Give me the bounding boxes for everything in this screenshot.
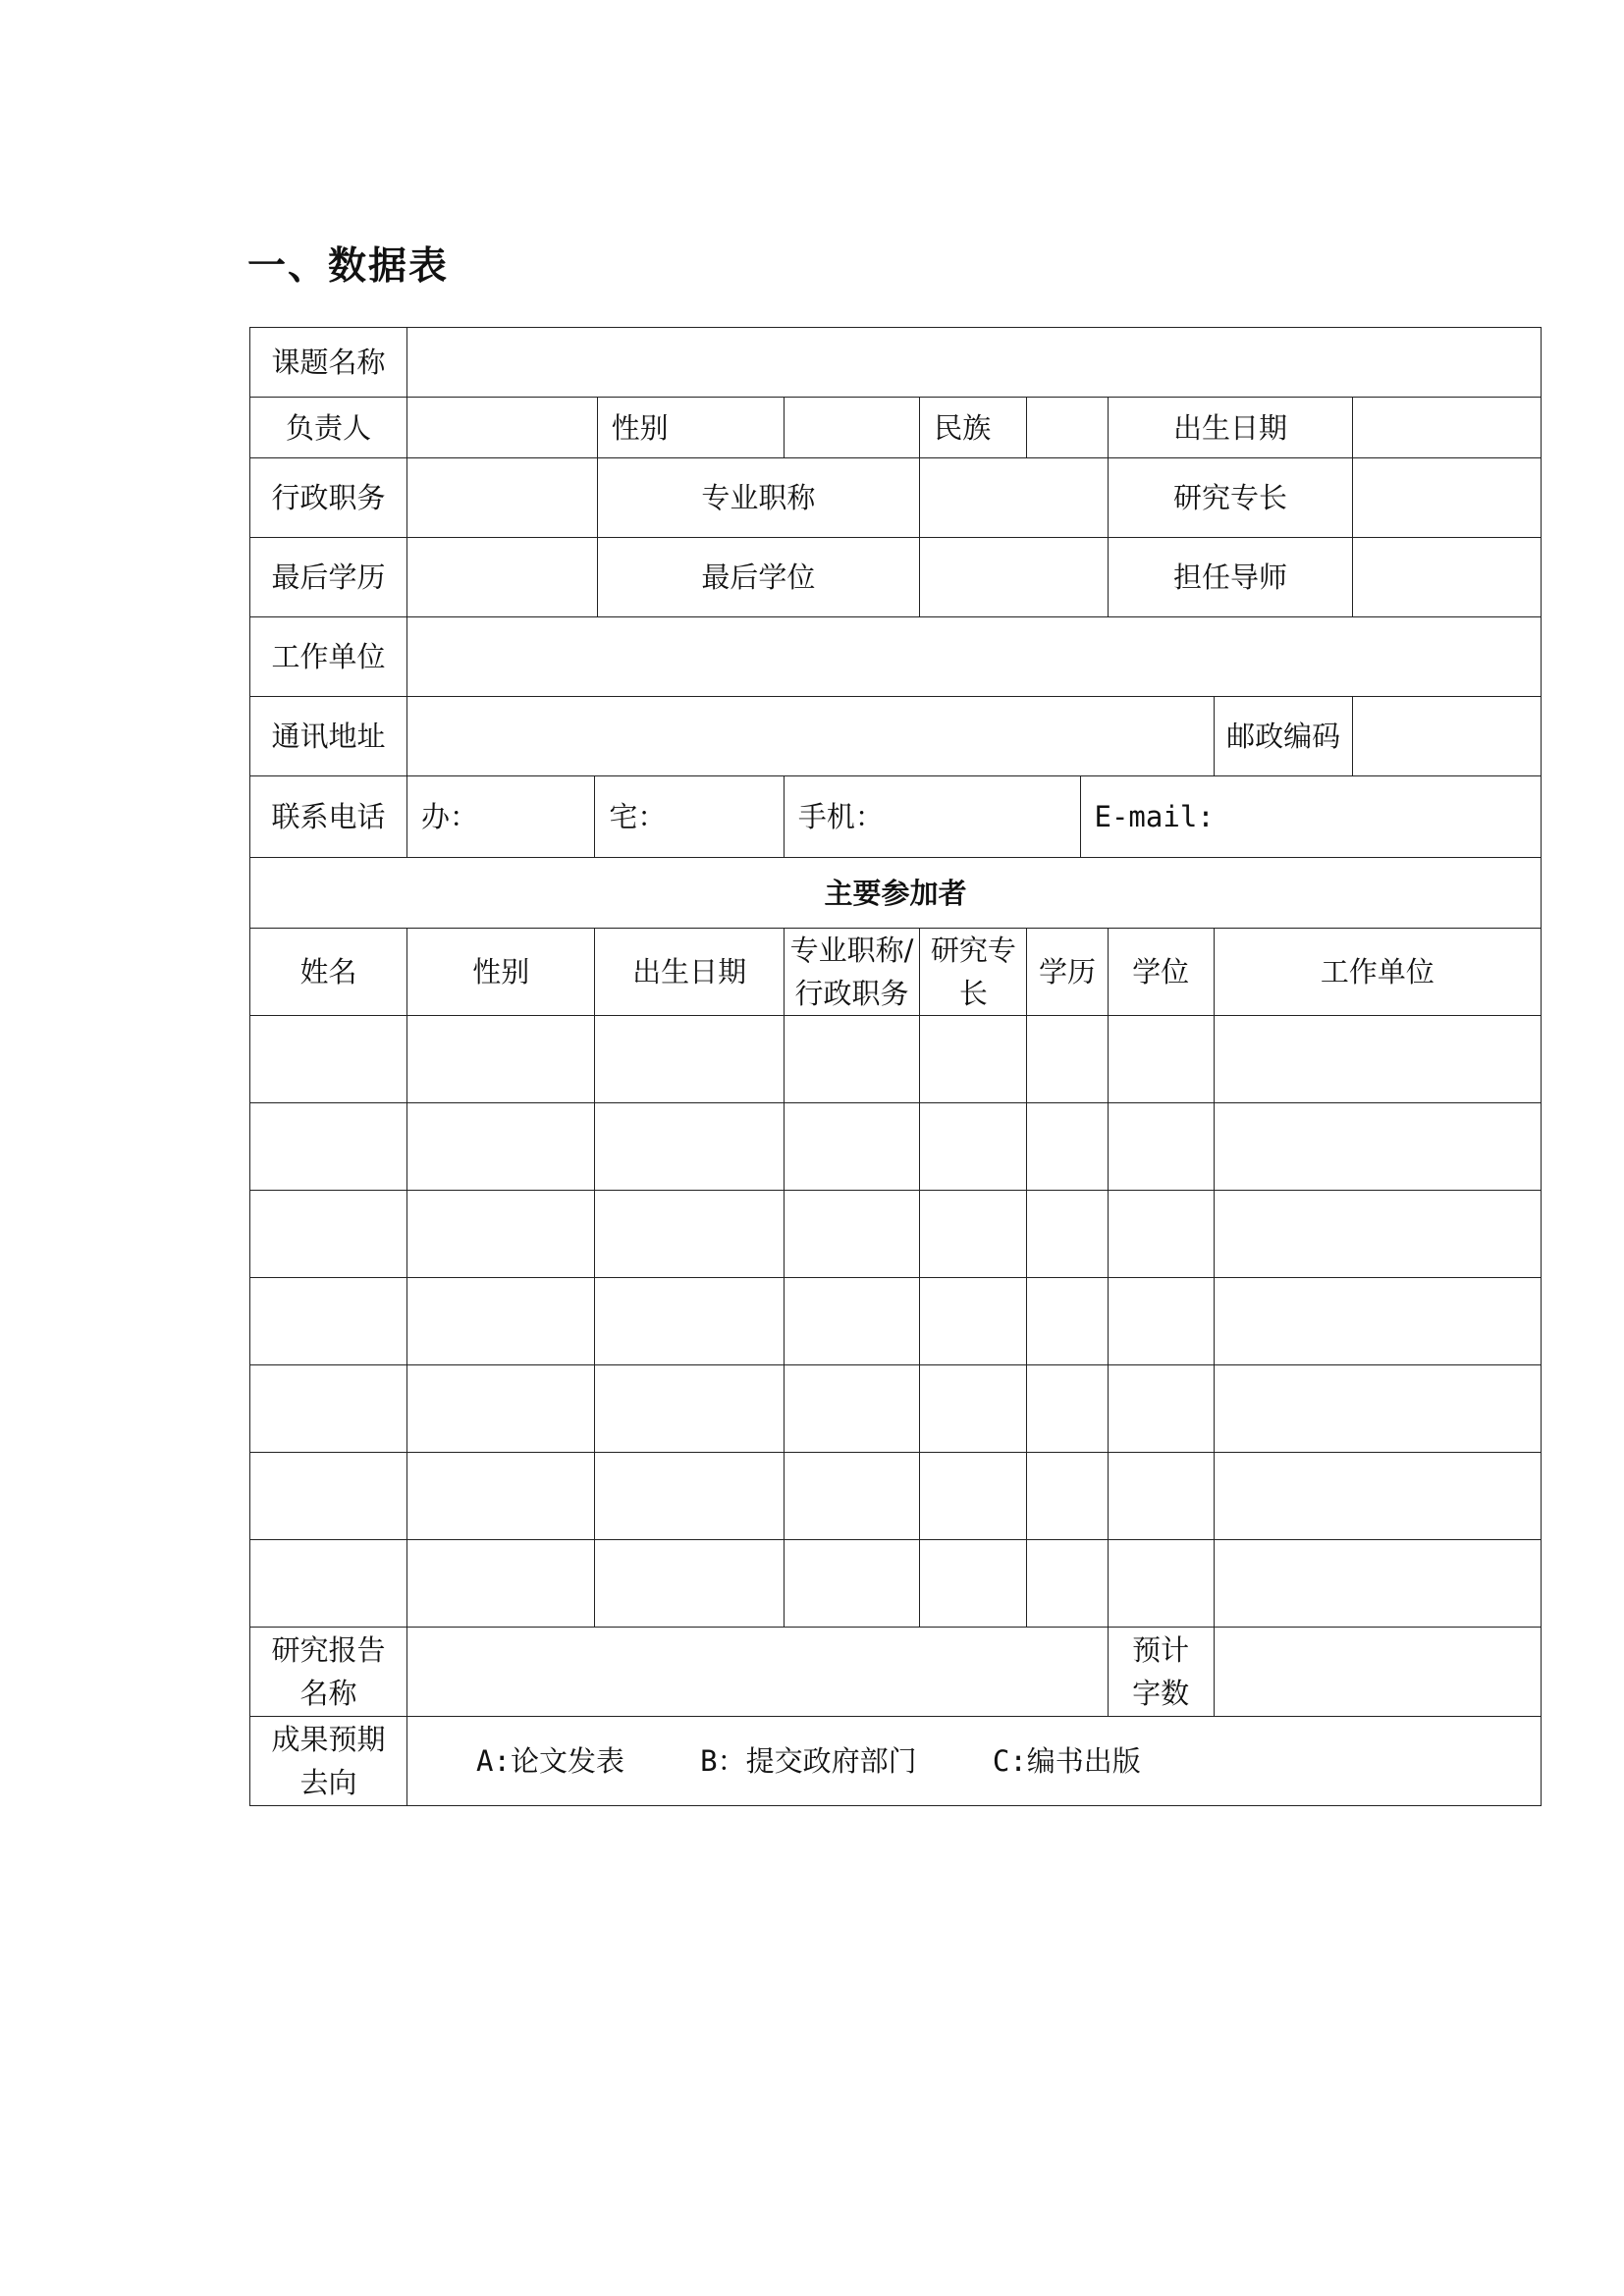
topic-name-field[interactable] [407, 328, 1542, 398]
word-count-label-line2: 字数 [1132, 1677, 1190, 1710]
table-cell[interactable] [407, 1278, 595, 1365]
table-cell[interactable] [784, 1016, 919, 1103]
table-cell[interactable] [250, 1453, 407, 1540]
table-cell[interactable] [1027, 1016, 1108, 1103]
postcode-label: 邮政编码 [1214, 697, 1353, 776]
supervisor-field[interactable] [1353, 538, 1542, 617]
research-specialty-field[interactable] [1353, 458, 1542, 538]
outcome-option-c[interactable]: C:编书出版 [992, 1744, 1141, 1778]
table-cell[interactable] [1027, 1453, 1108, 1540]
col-degree-header: 学位 [1108, 929, 1214, 1016]
mobile-phone-label: 手机： [797, 800, 884, 833]
col-birth-date-header: 出生日期 [595, 929, 784, 1016]
table-cell[interactable] [1214, 1365, 1541, 1453]
table-cell[interactable] [1027, 1103, 1108, 1191]
admin-position-label: 行政职务 [250, 458, 407, 538]
table-cell[interactable] [595, 1103, 784, 1191]
table-cell[interactable] [1027, 1191, 1108, 1278]
table-cell[interactable] [920, 1103, 1027, 1191]
table-cell[interactable] [784, 1540, 919, 1628]
table-cell[interactable] [407, 1453, 595, 1540]
table-cell[interactable] [920, 1453, 1027, 1540]
table-row [250, 1453, 1542, 1540]
outcome-label-line2: 去向 [299, 1766, 357, 1799]
word-count-label-line1: 预计 [1132, 1633, 1190, 1667]
gender-label: 性别 [597, 398, 784, 458]
final-education-field[interactable] [407, 538, 598, 617]
table-cell[interactable] [1214, 1540, 1541, 1628]
home-phone-label: 宅： [609, 800, 667, 833]
table-cell[interactable] [920, 1278, 1027, 1365]
postcode-field[interactable] [1353, 697, 1542, 776]
col-title-header-line2: 行政职务 [794, 977, 909, 1010]
table-cell[interactable] [407, 1191, 595, 1278]
report-name-label-line2: 名称 [299, 1677, 357, 1710]
table-cell[interactable] [1108, 1278, 1214, 1365]
report-name-label-line1: 研究报告 [271, 1633, 386, 1667]
phone-label: 联系电话 [250, 776, 407, 858]
topic-name-label: 课题名称 [250, 328, 407, 398]
table-row [250, 1016, 1542, 1103]
table-cell[interactable] [1214, 1453, 1541, 1540]
table-cell[interactable] [1108, 1365, 1214, 1453]
birth-date-label: 出生日期 [1108, 398, 1353, 458]
col-gender-header: 性别 [407, 929, 595, 1016]
table-cell[interactable] [920, 1191, 1027, 1278]
table-cell[interactable] [595, 1365, 784, 1453]
final-degree-field[interactable] [920, 538, 1108, 617]
birth-date-field[interactable] [1353, 398, 1542, 458]
leader-label: 负责人 [250, 398, 407, 458]
table-cell[interactable] [595, 1278, 784, 1365]
workplace-label: 工作单位 [250, 617, 407, 697]
report-name-label [250, 1628, 407, 1717]
table-cell[interactable] [250, 1103, 407, 1191]
admin-position-field[interactable] [407, 458, 598, 538]
address-label: 通讯地址 [250, 697, 407, 776]
outcome-option-a[interactable]: A:论文发表 [476, 1744, 624, 1778]
table-cell[interactable] [1108, 1103, 1214, 1191]
table-cell[interactable] [1108, 1016, 1214, 1103]
table-row [250, 1278, 1542, 1365]
data-table [249, 327, 1542, 1806]
table-cell[interactable] [1108, 1191, 1214, 1278]
final-degree-label: 最后学位 [597, 538, 920, 617]
col-name-header: 姓名 [250, 929, 407, 1016]
table-cell[interactable] [250, 1191, 407, 1278]
col-specialty-header: 研究专长 [920, 929, 1027, 1016]
table-cell[interactable] [595, 1016, 784, 1103]
office-phone-field[interactable] [407, 776, 595, 858]
table-cell[interactable] [1027, 1278, 1108, 1365]
final-education-label: 最后学历 [250, 538, 407, 617]
table-cell[interactable] [1108, 1540, 1214, 1628]
home-phone-field[interactable] [595, 776, 784, 858]
table-cell[interactable] [250, 1278, 407, 1365]
table-cell[interactable] [595, 1453, 784, 1540]
professional-title-label: 专业职称 [597, 458, 920, 538]
table-cell[interactable] [784, 1278, 919, 1365]
table-cell[interactable] [1108, 1453, 1214, 1540]
report-name-field[interactable] [407, 1628, 1109, 1717]
table-cell[interactable] [250, 1365, 407, 1453]
table-cell[interactable] [250, 1016, 407, 1103]
table-cell[interactable] [1027, 1540, 1108, 1628]
supervisor-label: 担任导师 [1108, 538, 1353, 617]
table-cell[interactable] [595, 1540, 784, 1628]
table-cell[interactable] [784, 1453, 919, 1540]
page-title: 一、数据表 [247, 244, 450, 289]
outcome-label [250, 1717, 407, 1806]
email-label: E-mail: [1094, 800, 1215, 833]
participants-header-row [250, 929, 1542, 1016]
table-row [250, 1103, 1542, 1191]
table-cell[interactable] [250, 1540, 407, 1628]
table-cell[interactable] [1214, 1278, 1541, 1365]
table-cell[interactable] [407, 1365, 595, 1453]
office-phone-label: 办： [421, 800, 479, 833]
ethnicity-label: 民族 [920, 398, 1027, 458]
table-cell[interactable] [920, 1016, 1027, 1103]
col-title-header [784, 929, 919, 1016]
email-field[interactable] [1080, 776, 1541, 858]
workplace-field[interactable] [407, 617, 1542, 697]
word-count-label [1108, 1628, 1214, 1717]
table-cell[interactable] [784, 1103, 919, 1191]
research-specialty-label: 研究专长 [1108, 458, 1353, 538]
table-row [250, 1365, 1542, 1453]
col-title-header-line1: 专业职称/ [789, 934, 914, 967]
table-cell[interactable] [407, 1016, 595, 1103]
table-row [250, 1191, 1542, 1278]
table-cell[interactable] [1214, 1103, 1541, 1191]
leader-field[interactable] [407, 398, 598, 458]
table-row [250, 1540, 1542, 1628]
professional-title-field[interactable] [920, 458, 1108, 538]
table-cell[interactable] [407, 1103, 595, 1191]
participants-section-title: 主要参加者 [250, 858, 1542, 929]
table-cell[interactable] [920, 1365, 1027, 1453]
table-cell[interactable] [1027, 1365, 1108, 1453]
ethnicity-field[interactable] [1027, 398, 1108, 458]
col-workplace-header: 工作单位 [1214, 929, 1541, 1016]
gender-field[interactable] [784, 398, 919, 458]
outcome-options [407, 1717, 1542, 1806]
outcome-option-b[interactable]: B：提交政府部门 [700, 1744, 917, 1778]
word-count-field[interactable] [1214, 1628, 1541, 1717]
table-cell[interactable] [595, 1191, 784, 1278]
table-cell[interactable] [407, 1540, 595, 1628]
table-cell[interactable] [1214, 1016, 1541, 1103]
mobile-phone-field[interactable] [784, 776, 1080, 858]
outcome-label-line1: 成果预期 [271, 1723, 386, 1756]
col-education-header: 学历 [1027, 929, 1108, 1016]
address-field[interactable] [407, 697, 1215, 776]
table-cell[interactable] [1214, 1191, 1541, 1278]
table-cell[interactable] [784, 1191, 919, 1278]
table-cell[interactable] [784, 1365, 919, 1453]
table-cell[interactable] [920, 1540, 1027, 1628]
